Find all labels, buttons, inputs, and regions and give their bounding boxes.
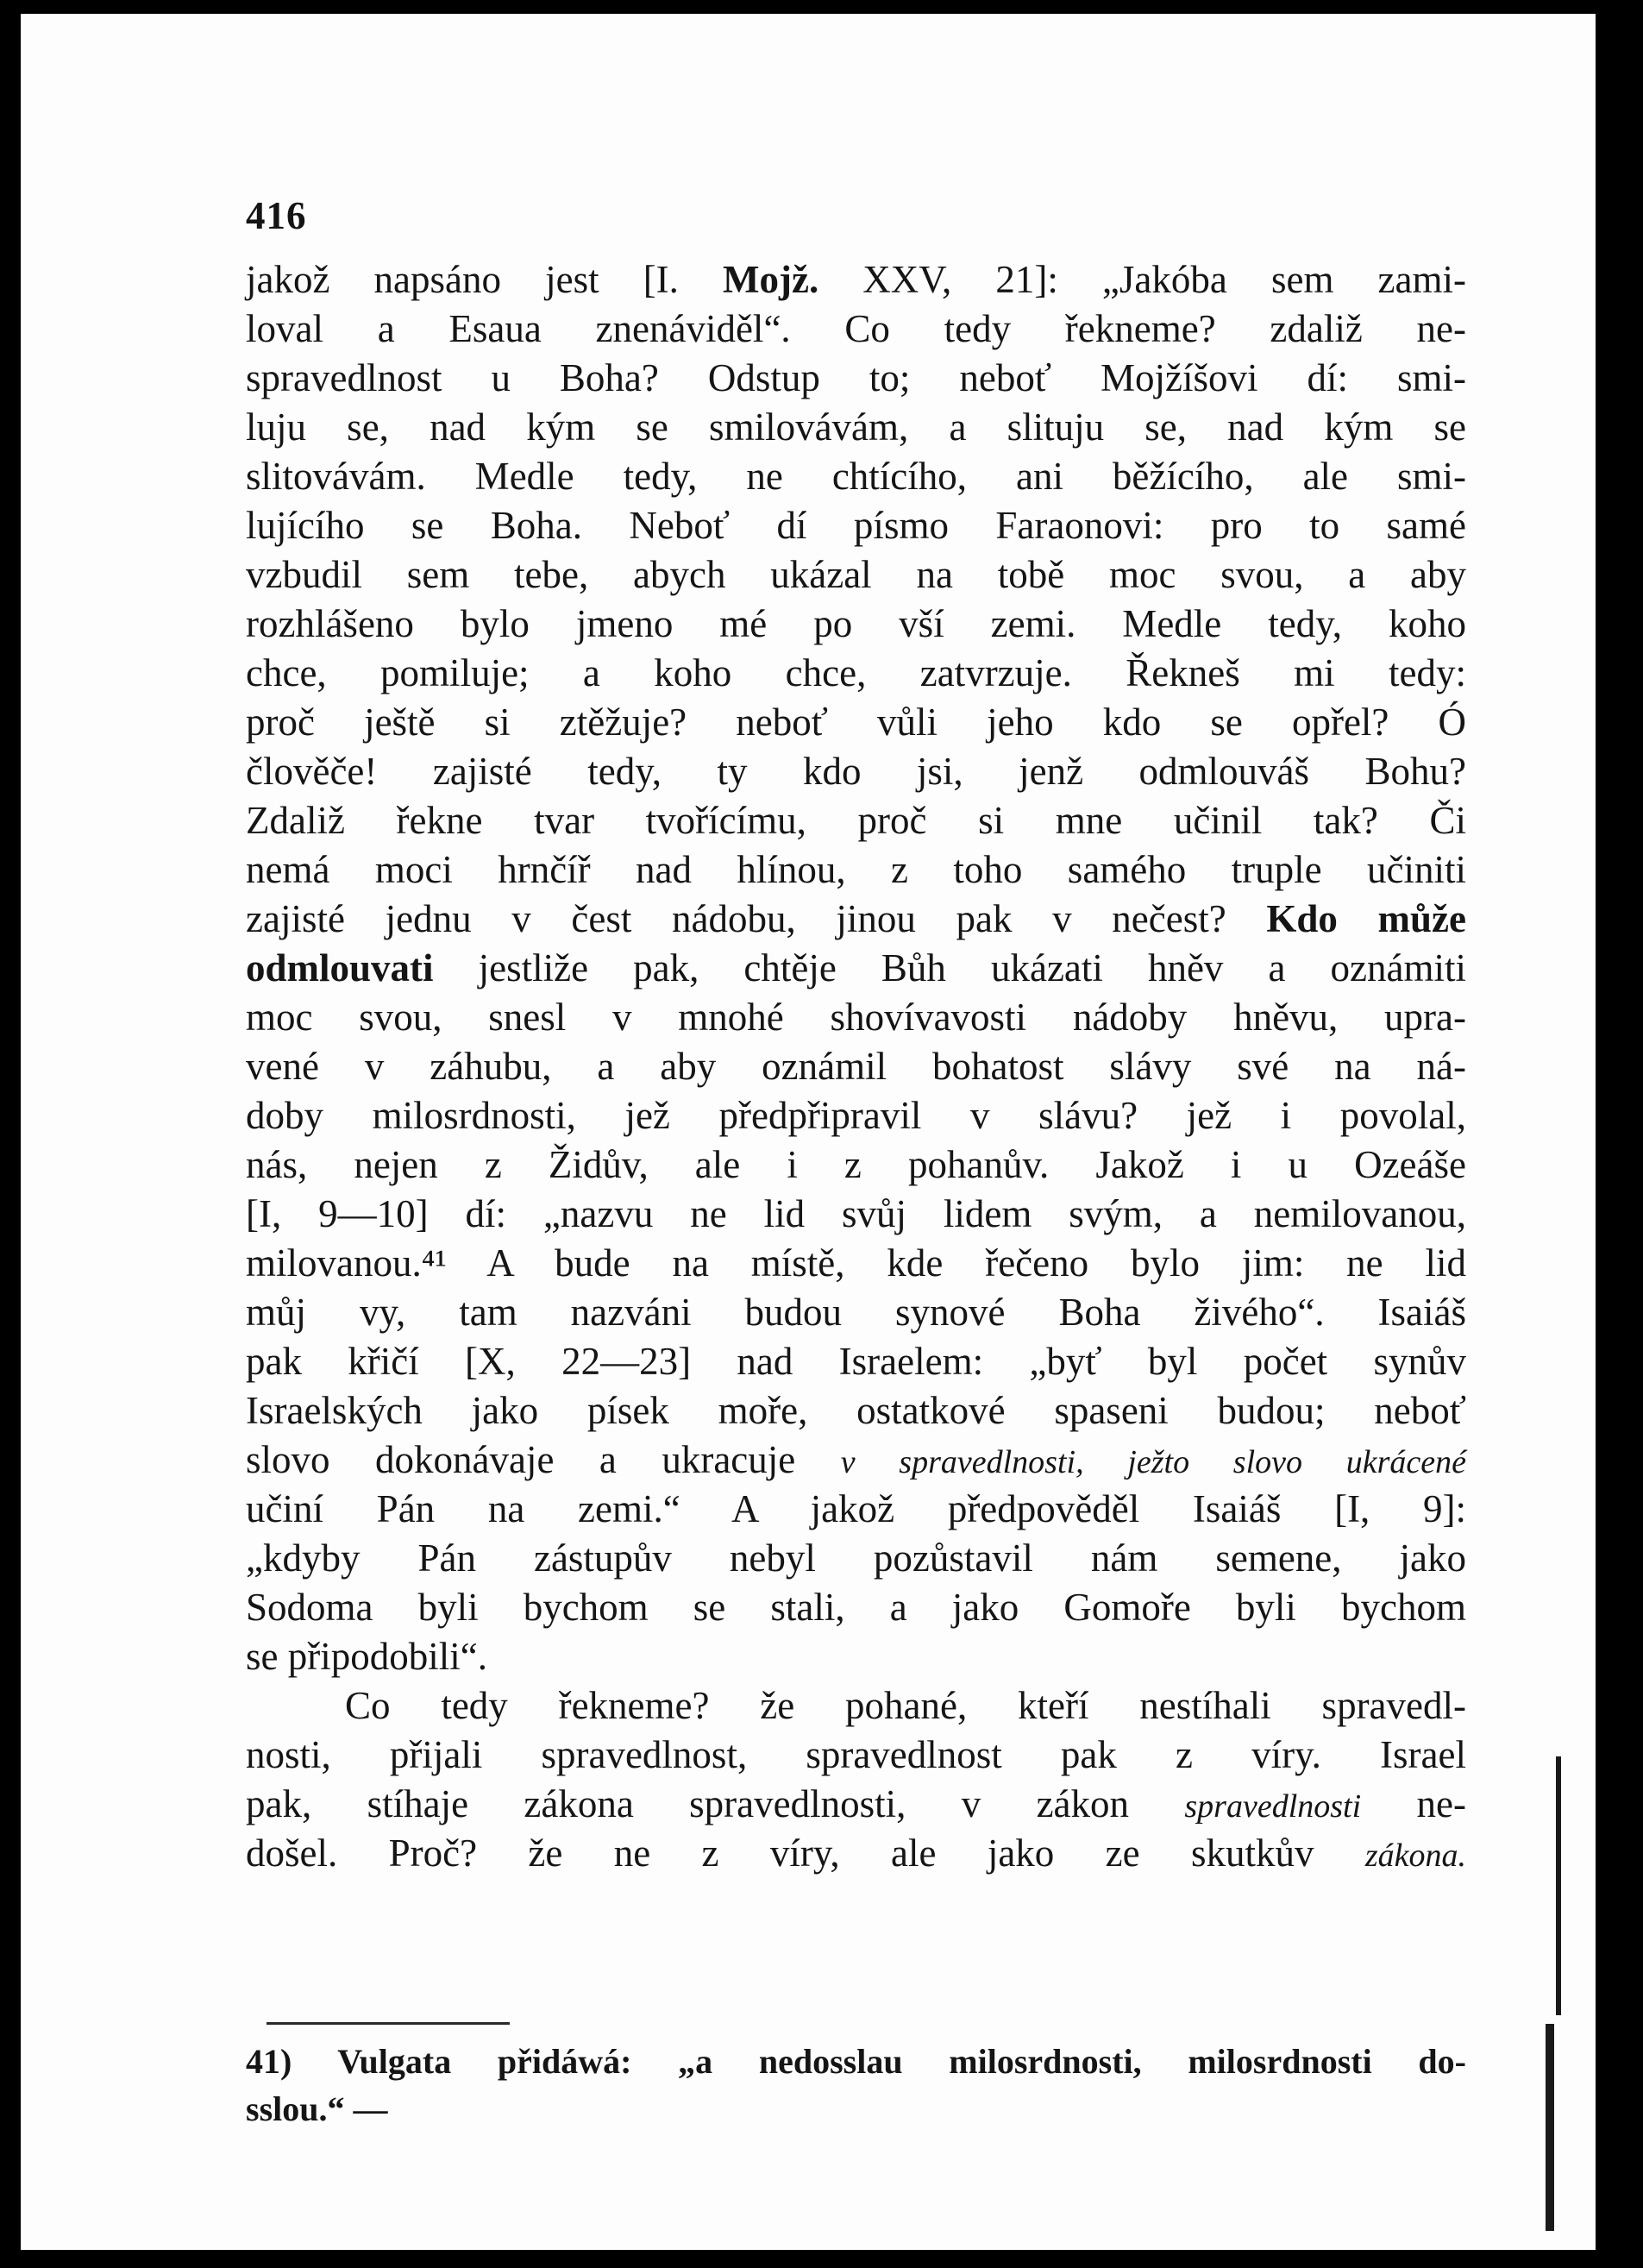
text-segment: luju se, nad kým se smilovávám, a slituju se, nad kým se — [246, 405, 1466, 449]
text-segment: chce, pomiluje; a koho chce, zatvrzuje. Řekneš mi tedy: — [246, 651, 1466, 694]
text-line — [246, 1337, 1466, 1386]
text-line — [246, 1534, 1466, 1583]
italic-text: v spravedlnosti, ježto slovo ukrácené — [840, 1444, 1466, 1480]
text-segment: pak, stíhaje zákona spravedlnosti, v zákon — [246, 1782, 1185, 1825]
text-segment: lujícího se Boha. Neboť dí písmo Faraonovi: pro to samé — [246, 504, 1466, 547]
text-line — [246, 1239, 1466, 1288]
text-line — [246, 305, 1466, 354]
text-segment: vené v záhubu, a aby oznámil bohatost slávy své na ná- — [246, 1045, 1466, 1088]
text-line — [246, 1780, 1466, 1829]
text-segment: zajisté jednu v čest nádobu, jinou pak v nečest? — [246, 897, 1267, 940]
text-line — [246, 698, 1466, 747]
text-line — [246, 1583, 1466, 1632]
text-line — [246, 1731, 1466, 1780]
text-segment: slitovávám. Medle tedy, ne chtícího, ani běžícího, ale smi- — [246, 455, 1466, 498]
text-segment: Israelských jako písek moře, ostatkové spaseni budou; neboť — [246, 1389, 1466, 1432]
text-segment: slovo dokonávaje a ukracuje — [246, 1438, 841, 1481]
text-line — [246, 1288, 1466, 1337]
text-segment: rozhlášeno bylo jmeno mé po vší zemi. Medle tedy, koho — [246, 602, 1466, 645]
text-segment: se připodobili“. — [246, 1635, 487, 1678]
text-line — [246, 1436, 1466, 1485]
text-segment: spravedlnost u Boha? Odstup to; neboť Mojžíšovi dí: smi- — [246, 356, 1466, 399]
text-segment: nemá moci hrnčíř nad hlínou, z toho samého truple učiniti — [246, 848, 1466, 891]
text-line — [246, 403, 1466, 452]
text-segment: ne- — [1361, 1782, 1466, 1825]
italic-text: zákona. — [1364, 1838, 1466, 1874]
text-line — [246, 1190, 1466, 1239]
text-segment: vzbudil sem tebe, abych ukázal na tobě moc svou, a aby — [246, 553, 1466, 596]
text-line — [246, 452, 1466, 501]
text-line — [246, 944, 1466, 993]
margin-scan-mark — [1556, 1756, 1561, 2015]
text-line — [246, 1091, 1466, 1140]
text-line — [246, 1042, 1466, 1091]
text-segment: jestliže pak, chtěje Bůh ukázati hněv a oznámiti — [433, 946, 1466, 990]
text-segment: Co tedy řekneme? že pohané, kteří nestíhali spravedl- — [345, 1684, 1466, 1727]
text-line — [246, 1681, 1466, 1731]
page-number: 416 — [246, 194, 307, 237]
text-line — [246, 1632, 1466, 1681]
text-segment: Sodoma byli bychom se stali, a jako Gomoře byli bychom — [246, 1586, 1466, 1629]
text-line — [246, 649, 1466, 698]
text-segment: nás, nejen z Židův, ale i z pohanův. Jakož i u Ozeáše — [246, 1143, 1466, 1186]
body-text — [246, 255, 1466, 1878]
text-segment: jakož napsáno jest [I. — [246, 258, 724, 301]
text-line — [246, 1829, 1466, 1878]
text-segment: moc svou, snesl v mnohé shovívavosti nádoby hněvu, upra- — [246, 996, 1466, 1039]
text-line — [246, 501, 1466, 550]
text-line — [246, 1140, 1466, 1190]
text-segment: doby milosrdnosti, jež předpřipravil v slávu? jež i povolal, — [246, 1094, 1466, 1137]
text-line — [246, 895, 1466, 944]
text-segment: proč ještě si ztěžuje? neboť vůli jeho kdo se opřel? Ó — [246, 701, 1466, 744]
italic-text: spravedlnosti — [1184, 1788, 1362, 1825]
text-segment: milovanou.⁴¹ A bude na místě, kde řečeno bylo jim: ne lid — [246, 1241, 1466, 1285]
text-line — [246, 550, 1466, 600]
footnote — [246, 2038, 1466, 2133]
text-line — [246, 1386, 1466, 1436]
text-segment: učiní Pán na zemi.“ A jakož předpověděl Isaiáš [I, 9]: — [246, 1487, 1466, 1530]
footnote-rule — [267, 2022, 510, 2025]
text-line — [246, 845, 1466, 895]
text-line — [246, 600, 1466, 649]
blackletter-text: Kdo může — [1266, 897, 1466, 940]
book-page — [21, 14, 1596, 2250]
text-segment: „kdyby Pán zástupův nebyl pozůstavil nám semene, jako — [246, 1536, 1466, 1580]
margin-scan-mark — [1546, 2024, 1554, 2231]
text-segment: člověče! zajisté tedy, ty kdo jsi, jenž odmlouváš Bohu? — [246, 750, 1466, 793]
text-segment: [I, 9—10] dí: „nazvu ne lid svůj lidem svým, a nemilovanou, — [246, 1192, 1466, 1235]
text-segment: loval a Esaua znenáviděl“. Co tedy řekneme? zdaliž ne- — [246, 307, 1466, 350]
text-segment: můj vy, tam nazváni budou synové Boha živého“. Isaiáš — [246, 1291, 1466, 1334]
text-line — [246, 255, 1466, 305]
text-line — [246, 747, 1466, 796]
text-segment: došel. Proč? že ne z víry, ale jako ze skutkův — [246, 1831, 1365, 1875]
footnote-line: sslou.“ — — [246, 2089, 388, 2128]
text-line — [246, 993, 1466, 1042]
text-segment: pak křičí [X, 22—23] nad Israelem: „byť byl počet synův — [246, 1340, 1466, 1383]
blackletter-text: Mojž. — [723, 258, 819, 301]
blackletter-text: odmlouvati — [246, 946, 434, 990]
text-segment: Zdaliž řekne tvar tvořícímu, proč si mne učinil tak? Či — [246, 799, 1466, 842]
footnote-line: 41) Vulgata přidáwá: „a nedosslau milosrdnosti, milosrdnosti do- — [246, 2042, 1466, 2081]
text-segment: XXV, 21]: „Jakóba sem zami- — [818, 258, 1466, 301]
text-line — [246, 1485, 1466, 1534]
text-line — [246, 354, 1466, 403]
text-segment: nosti, přijali spravedlnost, spravedlnost pak z víry. Israel — [246, 1733, 1466, 1776]
text-line — [246, 796, 1466, 845]
